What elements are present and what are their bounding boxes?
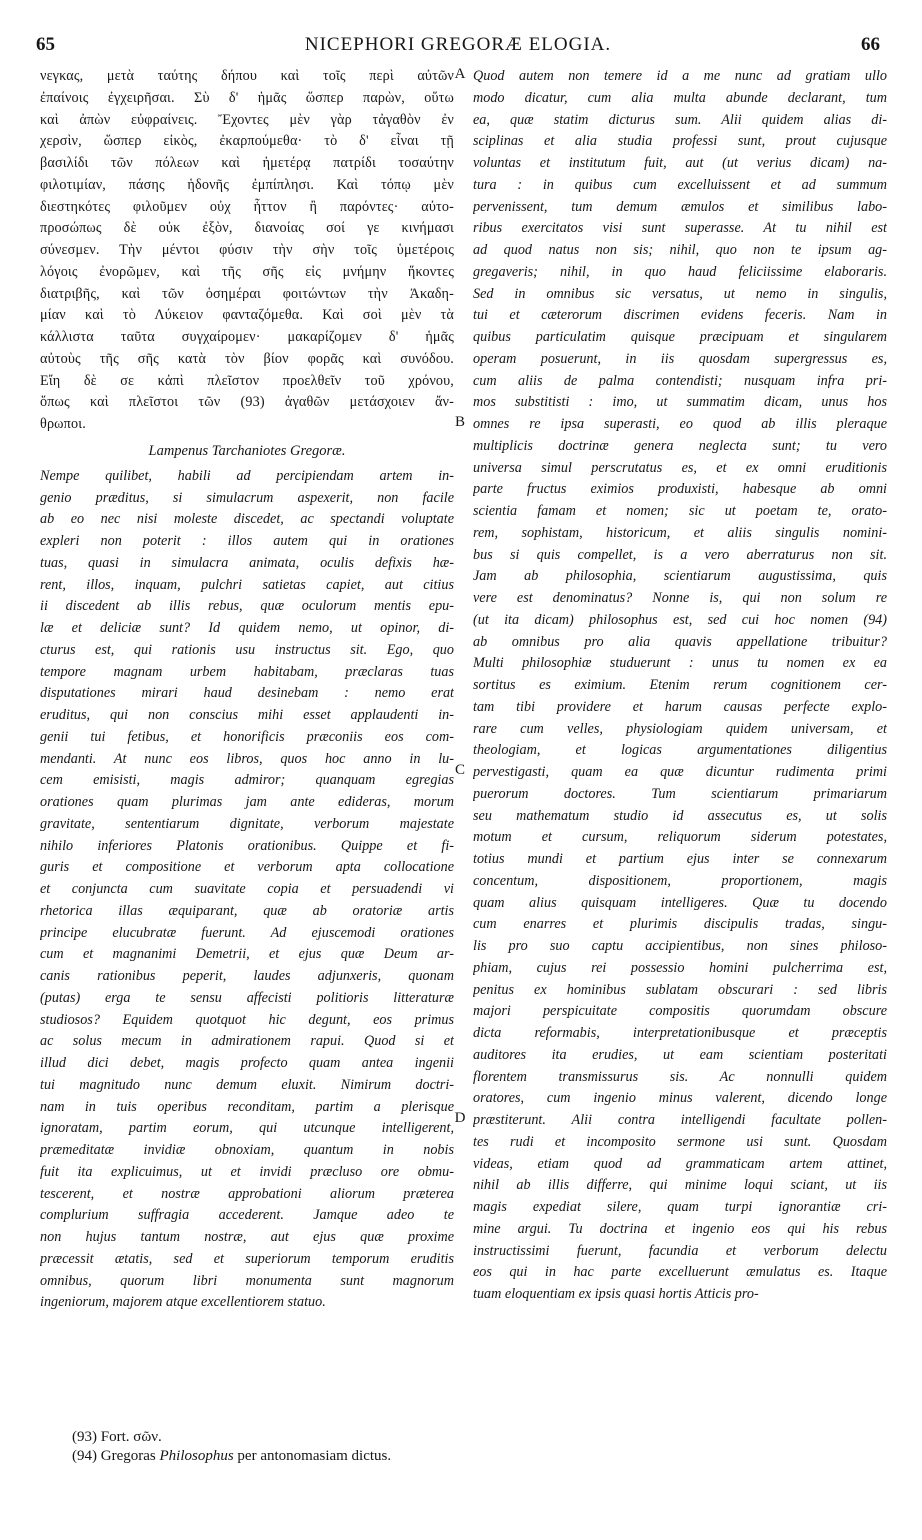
- text-line: pervenissent, tum demum æmulos et similibus labo-: [473, 198, 887, 215]
- section-heading: Lampenus Tarchaniotes Gregoræ.: [148, 442, 346, 459]
- text-line: ignoratam, partim eorum, qui utcunque intelligerent,: [40, 1120, 454, 1137]
- text-line: λόγοις ἐνορῶμεν, καὶ τῆς σῆς εἰς μνήμην ἥκοντες: [40, 263, 454, 280]
- footnote-number: (94): [72, 1448, 97, 1464]
- text-line: ὅπως καὶ πλεῖστοι τῶν (93) ἀγαθῶν μετάσχοιεν ἄν-: [40, 394, 454, 411]
- text-line: eos qui in hac parte excelluerunt æmulatus es. Itaque: [473, 1264, 887, 1281]
- latin-translation-block: [40, 466, 454, 1314]
- text-line: χερσὶν, ὥσπερ εἰκὸς, ἐκαρπούμεθα· τὸ δ' εἶναι τῇ: [40, 133, 454, 150]
- text-line: tam tibi providere et harum causas perfecte explo-: [473, 698, 887, 715]
- text-line: eruditus, qui non conscius mihi esset applaudenti in-: [40, 707, 454, 723]
- text-line: nam in tuis operibus reconditam, partim a plerisque: [40, 1098, 454, 1115]
- text-line: gravitate, sententiarum dignitate, verborum majestate: [40, 815, 454, 832]
- text-line: universa simul perscrutatus es, et ex omni eruditionis: [473, 459, 887, 476]
- footnote-italic-term: Philosophus: [159, 1448, 234, 1464]
- text-line: theologiam, et logicas argumentationes diligentius: [473, 742, 887, 759]
- text-line: (ut ita dicam) philosophus est, sed cui hoc nomen (94): [473, 611, 887, 628]
- text-line: tura : in quibus cum excelluissent et ad summum: [473, 176, 887, 193]
- text-line: Sed in omnibus sic versatus, ut nemo in singulis,: [473, 285, 887, 302]
- text-line: ad quod natus non sis; nihil, quo non te ipsum ag-: [473, 242, 887, 258]
- text-line: expleri non poterit : illos autem qui in orationes: [40, 533, 454, 549]
- text-line: phiam, cujus rei possessio homini pulcherrima est,: [473, 959, 887, 976]
- text-line: gregaveris; nihil, in quo haud feliciissime elaboraris.: [473, 263, 887, 280]
- text-line: vere est denominatus? Nonne is, qui non solum re: [473, 590, 887, 606]
- text-line: et conjuncta cum suavitate copia et persuadendi vi: [40, 881, 454, 897]
- text-line: tuas, quasi in simulacra animata, oculis defixis hæ-: [40, 554, 454, 571]
- text-line: tescerent, et nostræ approbationi aliorum præterea: [40, 1185, 454, 1202]
- right-column: [473, 66, 887, 1306]
- text-line: ii discedent ab illis rebus, quæ oculorum mentis epu-: [40, 598, 454, 615]
- text-line: mendanti. At nunc eos libros, quos hoc anno in lu-: [40, 750, 454, 767]
- text-line: θρωποι.: [40, 416, 86, 432]
- text-line: tes rudi et incomposito sermone usi sunt. Quosdam: [473, 1133, 887, 1150]
- text-line: parte fructus eximios produxisti, habesque ab omni: [473, 481, 887, 498]
- text-line: puerorum doctores. Tum scientiarum primariarum: [473, 785, 887, 802]
- text-line: majori perspicuitate compositis quorumdam obscure: [473, 1003, 887, 1020]
- text-line: cum enarres et plurimis discipulis tradas, singu-: [473, 916, 887, 933]
- text-line: præstiterunt. Alii contra intelligendi facultate pollen-: [473, 1112, 887, 1128]
- text-line: rent, illos, inquam, pulchri satietas capiet, aut citius: [40, 576, 454, 593]
- text-line: multiplicis doctrinæ genera neglecta sunt; tu vero: [473, 437, 887, 454]
- text-line: cturus est, qui rationis usu instructus sit. Ego, quo: [40, 641, 454, 658]
- margin-marker-b: B: [454, 414, 465, 430]
- text-line: fuit ita explicuimus, ut et invidi præcluso ore obmu-: [40, 1163, 454, 1180]
- text-line: guris et compositione et verborum apta collocatione: [40, 859, 454, 876]
- text-line: pervestigasti, quam ea quæ dicuntur rudimenta primi: [473, 764, 887, 780]
- text-line: nihil ab illis differre, qui minime loqui sciant, ut iis: [473, 1177, 887, 1194]
- text-line: operam posuerunt, in iis quosdam supergressus es,: [473, 350, 887, 367]
- text-line: concentum, dispositionem, proportionem, magis: [473, 872, 887, 889]
- footnote-text: per antonomasiam dictus.: [237, 1448, 392, 1464]
- text-line: instructissimi fuerunt, facundia et verborum delectu: [473, 1242, 887, 1259]
- text-line: modo dicatur, cum alia multa abunde declarant, tum: [473, 89, 887, 106]
- text-line: magis expediat silere, quam turpi ignorantiæ cri-: [473, 1199, 887, 1215]
- text-line: tempore magnam urbem habitabam, præclaras tuas: [40, 663, 454, 680]
- margin-marker-c: C: [454, 762, 465, 778]
- text-line: non hujus tantum nostræ, aut ejus quæ proxime: [40, 1229, 454, 1245]
- text-line: genio præditus, si simulacrum aspexerit, non facile: [40, 489, 454, 506]
- text-line: quibus particulatim quisque præcipuam et singularem: [473, 329, 887, 345]
- text-line: προσώπως δὲ οὐκ ἐξὸν, διανοίας σοί γε κινήμασι: [40, 220, 454, 237]
- text-line: mos substitisti : imo, ut summatim dicam, unus hos: [473, 394, 887, 411]
- footnote-93: [72, 1428, 872, 1447]
- text-line: cum et magnanimi Demetrii, et ejus quæ Deum ar-: [40, 946, 454, 963]
- text-line: tui et cæterorum discrimen evidens feceris. Nam in: [473, 307, 887, 324]
- text-line: orationes quam plurimas jam ante edideras, morum: [40, 794, 454, 810]
- footnote-94: [72, 1447, 872, 1466]
- text-line: ribus exercitatos visi sunt superasse. At tu nihil est: [473, 220, 887, 237]
- text-line: læ et deliciæ sunt? Id quidem nemo, ut opinor, di-: [40, 620, 454, 636]
- text-line: rare cum velles, physiologiam quidem universam, et: [473, 720, 887, 737]
- text-line: καὶ ἀπὼν εὐφραίνεις. Ἔχοντες μὲν γὰρ τἀγαθὸν ἐν: [40, 111, 454, 128]
- text-line: nihilo inferiores Platonis orationibus. Quippe et fi-: [40, 837, 454, 854]
- page-number-left: 65: [36, 34, 55, 55]
- text-line: ac solus mecum in admirationem rapui. Quod si et: [40, 1033, 454, 1050]
- text-line: διατριβῆς, καὶ τῶν ὁσημέραι φοιτώντων τὴν Ἀκαδη-: [40, 285, 454, 302]
- text-line: tuam eloquentiam ex ipsis quasi hortis Atticis pro-: [473, 1286, 759, 1302]
- margin-marker-a: A: [454, 66, 466, 82]
- text-line: cum aliis de palma contendisti; nusquam infra pri-: [473, 372, 887, 389]
- text-line: φιλοτιμίαν, πάσης ἡδονῆς ἐμπίπλησι. Καὶ τόπῳ μὲν: [40, 176, 454, 193]
- text-line: lis pro suo captu accipientibus, non sines philoso-: [473, 938, 887, 954]
- text-line: rhetorica illas æquiparant, quæ ab oratoriæ artis: [40, 902, 454, 919]
- page-number-right: 66: [861, 34, 880, 55]
- text-line: auditores ita erudies, ut eam scientiam posteritati: [473, 1046, 887, 1063]
- text-line: ab omnibus pro alia quavis appellatione tribuitur?: [473, 633, 887, 650]
- text-line: penitus ex hominibus sublatam obscurari : sed libris: [473, 981, 887, 998]
- greek-text-block: [40, 66, 454, 436]
- text-line: omnes re ipsa superasti, eo quod ab illis pleraque: [473, 416, 887, 432]
- text-line: oratores, cum ingenio minus valerent, dicendo longe: [473, 1090, 887, 1107]
- text-line: κάλλιστα ταῦτα συγχαίρομεν· μακαρίζομεν δ' ἡμᾶς: [40, 329, 454, 345]
- text-line: ἐπαίνοις ἐγχειρῆσαι. Σὺ δ' ἡμᾶς ὥσπερ παρὼν, οὕτω: [40, 89, 454, 106]
- text-line: videas, etiam quod ad grammaticam artem attinet,: [473, 1155, 887, 1172]
- text-line: totius mundi et partium ejus inter se connexarum: [473, 851, 887, 867]
- text-line: principe elucubratæ fuerunt. Ad ejuscemodi orationes: [40, 924, 454, 941]
- footnotes: [72, 1428, 872, 1466]
- text-line: bus si quis compellet, is a vero aberraturus non sit.: [473, 546, 887, 563]
- text-line: διεστηκότες φιλοῦμεν οὐχ ἧττον ἢ παρόντες· αὐτο-: [40, 198, 454, 215]
- text-line: sortitus es eximium. Etenim rerum cognitionem cer-: [473, 677, 887, 693]
- text-line: complurium suffragia accederent. Jamque adeo te: [40, 1207, 454, 1224]
- text-line: seu mathematum studio id assecutus es, ut solis: [473, 807, 887, 824]
- footnote-number: (93): [72, 1429, 97, 1445]
- text-line: præcessit ætatis, sed et superiorum temporum eruditis: [40, 1250, 454, 1267]
- text-line: studiosos? Equidem quotquot hic degunt, eos primus: [40, 1011, 454, 1028]
- running-header: [22, 34, 894, 60]
- text-line: canis rationibus peperit, laudes adjunxeris, quonam: [40, 968, 454, 984]
- text-line: αὐτοὺς τῆς σῆς κατὰ τὸν βίον φορᾶς καὶ συνόδου.: [40, 350, 454, 367]
- text-line: scientia famam et nomen; sic ut poetam te, orato-: [473, 503, 887, 519]
- text-line: ingeniorum, majorem atque excellentiorem statuo.: [40, 1294, 326, 1311]
- text-line: dicta reformabis, interpretationibusque et præceptis: [473, 1025, 887, 1041]
- text-line: Quod autem non temere id a me nunc ad gratiam ullo: [473, 68, 887, 84]
- text-line: mine argui. Tu doctrina et ingenio eos qui his rebus: [473, 1220, 887, 1237]
- text-line: Jam ab philosophia, scientiarum augustissima, quis: [473, 568, 887, 585]
- text-line: Εἴη δὲ σε κἀπὶ πλεῖστον προελθεῖν τοῦ χρόνου,: [40, 372, 454, 389]
- text-line: motum et cursum, reliquorum siderum potestates,: [473, 829, 887, 846]
- left-column: [40, 66, 454, 1314]
- text-line: illud dici debet, magis profecto quam antea ingenii: [40, 1055, 454, 1071]
- text-line: βασιλίδι τῶν πόλεων καὶ ἡμετέρᾳ πατρίδι τοσαύτην: [40, 155, 454, 171]
- text-line: Multi philosophiæ studuerunt : unus tu nomen ex ea: [473, 655, 887, 672]
- text-line: ea, quæ statim dicturus sum. Alii quidem alias di-: [473, 111, 887, 128]
- text-line: tui magnitudo nunc demum eluxit. Nimirum doctri-: [40, 1076, 454, 1093]
- text-line: quam alius quisquam intelligeres. Quæ tu docendo: [473, 894, 887, 911]
- text-line: genii tui fetibus, et honorificis præconiis eos com-: [40, 728, 454, 745]
- margin-marker-d: D: [454, 1110, 466, 1126]
- text-line: νεγκας, μετὰ ταύτης δήπου καὶ τοῖς περὶ αὐτῶν: [40, 68, 454, 84]
- text-line: præmeditatæ invidiæ obnoxiam, quantum in nobis: [40, 1142, 454, 1158]
- text-line: florentem transmissurus sis. Ac nonnulli quidem: [473, 1068, 887, 1085]
- running-title: NICEPHORI GREGORÆ ELOGIA.: [304, 34, 612, 55]
- text-line: rem, sophistam, historicum, et aliis singulis nomini-: [473, 524, 887, 541]
- text-line: disputationes mirari haud desinebam : nemo erat: [40, 685, 454, 702]
- footnote-text: Gregoras: [100, 1448, 156, 1464]
- text-line: voluntas et institutum fuit, aut (ut verius dicam) na-: [473, 155, 887, 171]
- text-line: sciplinas et alia studia professi sunt, prout cujusque: [473, 133, 887, 150]
- text-line: σύνεσμεν. Τὴν μέντοι φύσιν τὴν σὴν τοῖς ὑμετέροις: [40, 242, 454, 258]
- text-line: (putas) erga te sensu affecisti politioris litteraturæ: [40, 989, 454, 1006]
- text-line: cem emisisti, magis admiror; quanquam egregias: [40, 772, 454, 789]
- text-line: ab eo nec nisi moleste discedet, ac spectandi voluptate: [40, 511, 454, 528]
- text-line: Nempe quilibet, habili ad percipiendam artem in-: [40, 467, 454, 484]
- text-line: μίαν καὶ τὸ Λύκειον φανταζόμεθα. Καὶ σοὶ μὲν τὰ: [40, 307, 454, 324]
- footnote-text: Fort. σῶν.: [100, 1429, 162, 1445]
- text-line: omnibus, quorum libri monumenta sunt magnorum: [40, 1272, 454, 1289]
